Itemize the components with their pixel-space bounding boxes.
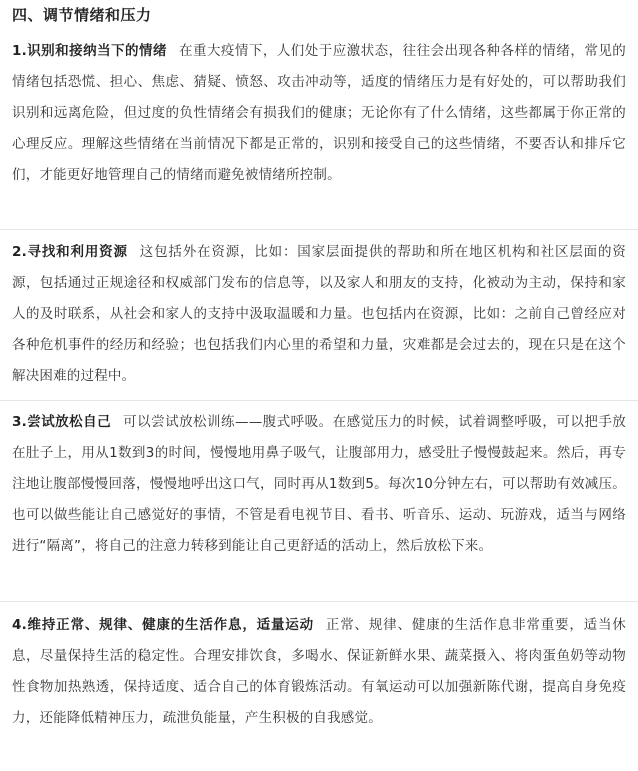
paragraph-heading: 1.识别和接纳当下的情绪 xyxy=(12,43,167,59)
paragraph-heading: 4.维持正常、规律、健康的生活作息，适量运动 xyxy=(12,617,314,633)
paragraph-heading: 2.寻找和利用资源 xyxy=(12,244,128,260)
divider xyxy=(0,601,638,602)
paragraph-body: 这包括外在资源，比如：国家层面提供的帮助和所在地区机构和社区层面的资源，包括通过正规途径和权威部门发布的信息等，以及家人和朋友的支持，化被动为主动，保持和家人的及时联系，从社会和家人的支持中汲取温暖和力量。也包括内在资源，比如：之前自己曾经应对各种危机事件的经历和经验；也包括我们内心里的希望和力量，灾难都是会过去的，现在只是在这个解决困难的过程中。 xyxy=(12,244,626,384)
section-title: 四、调节情绪和压力 xyxy=(12,6,152,24)
paragraph-find-resources xyxy=(12,237,626,392)
paragraph-body: 正常、规律、健康的生活作息非常重要，适当休息，尽量保持生活的稳定性。合理安排饮食，多喝水、保证新鲜水果、蔬菜摄入、将肉蛋鱼奶等动物性食物加热熟透，保持适度、适合自己的体育锻炼活动。有氧运动可以加强新陈代谢，提高自身免疫力，还能降低精神压力，疏泄负能量，产生积极的自我感觉。 xyxy=(12,617,626,726)
paragraph-body: 在重大疫情下，人们处于应激状态，往往会出现各种各样的情绪，常见的情绪包括恐慌、担心、焦虑、猜疑、愤怒、攻击冲动等，适度的情绪压力是有好处的，可以帮助我们识别和远离危险，但过度的负性情绪会有损我们的健康；无论你有了什么情绪，这些都属于你正常的心理反应。理解这些情绪在当前情况下都是正常的，识别和接受自己的这些情绪，不要否认和排斥它们，才能更好地管理自己的情绪而避免被情绪所控制。 xyxy=(12,43,626,183)
divider xyxy=(0,229,638,230)
paragraph-body: 可以尝试放松训练——腹式呼吸。在感觉压力的时候，试着调整呼吸，可以把手放在肚子上，用从1数到3的时间，慢慢地用鼻子吸气，让腹部用力，感受肚子慢慢鼓起来。然后，再专注地让腹部慢慢回落，慢慢地呼出这口气，同时再从1数到5。每次10分钟左右，可以帮助有效减压。也可以做些能让自己感觉好的事情，不管是看电视节目、看书、听音乐、运动、玩游戏，适当与网络进行“隔离”，将自己的注意力转移到能让自己更舒适的活动上，然后放松下来。 xyxy=(12,414,627,554)
paragraph-healthy-routine xyxy=(12,610,626,734)
paragraph-identify-emotions xyxy=(12,36,626,191)
divider xyxy=(0,400,638,401)
paragraph-heading: 3.尝试放松自己 xyxy=(12,414,112,430)
paragraph-relax xyxy=(12,407,626,562)
